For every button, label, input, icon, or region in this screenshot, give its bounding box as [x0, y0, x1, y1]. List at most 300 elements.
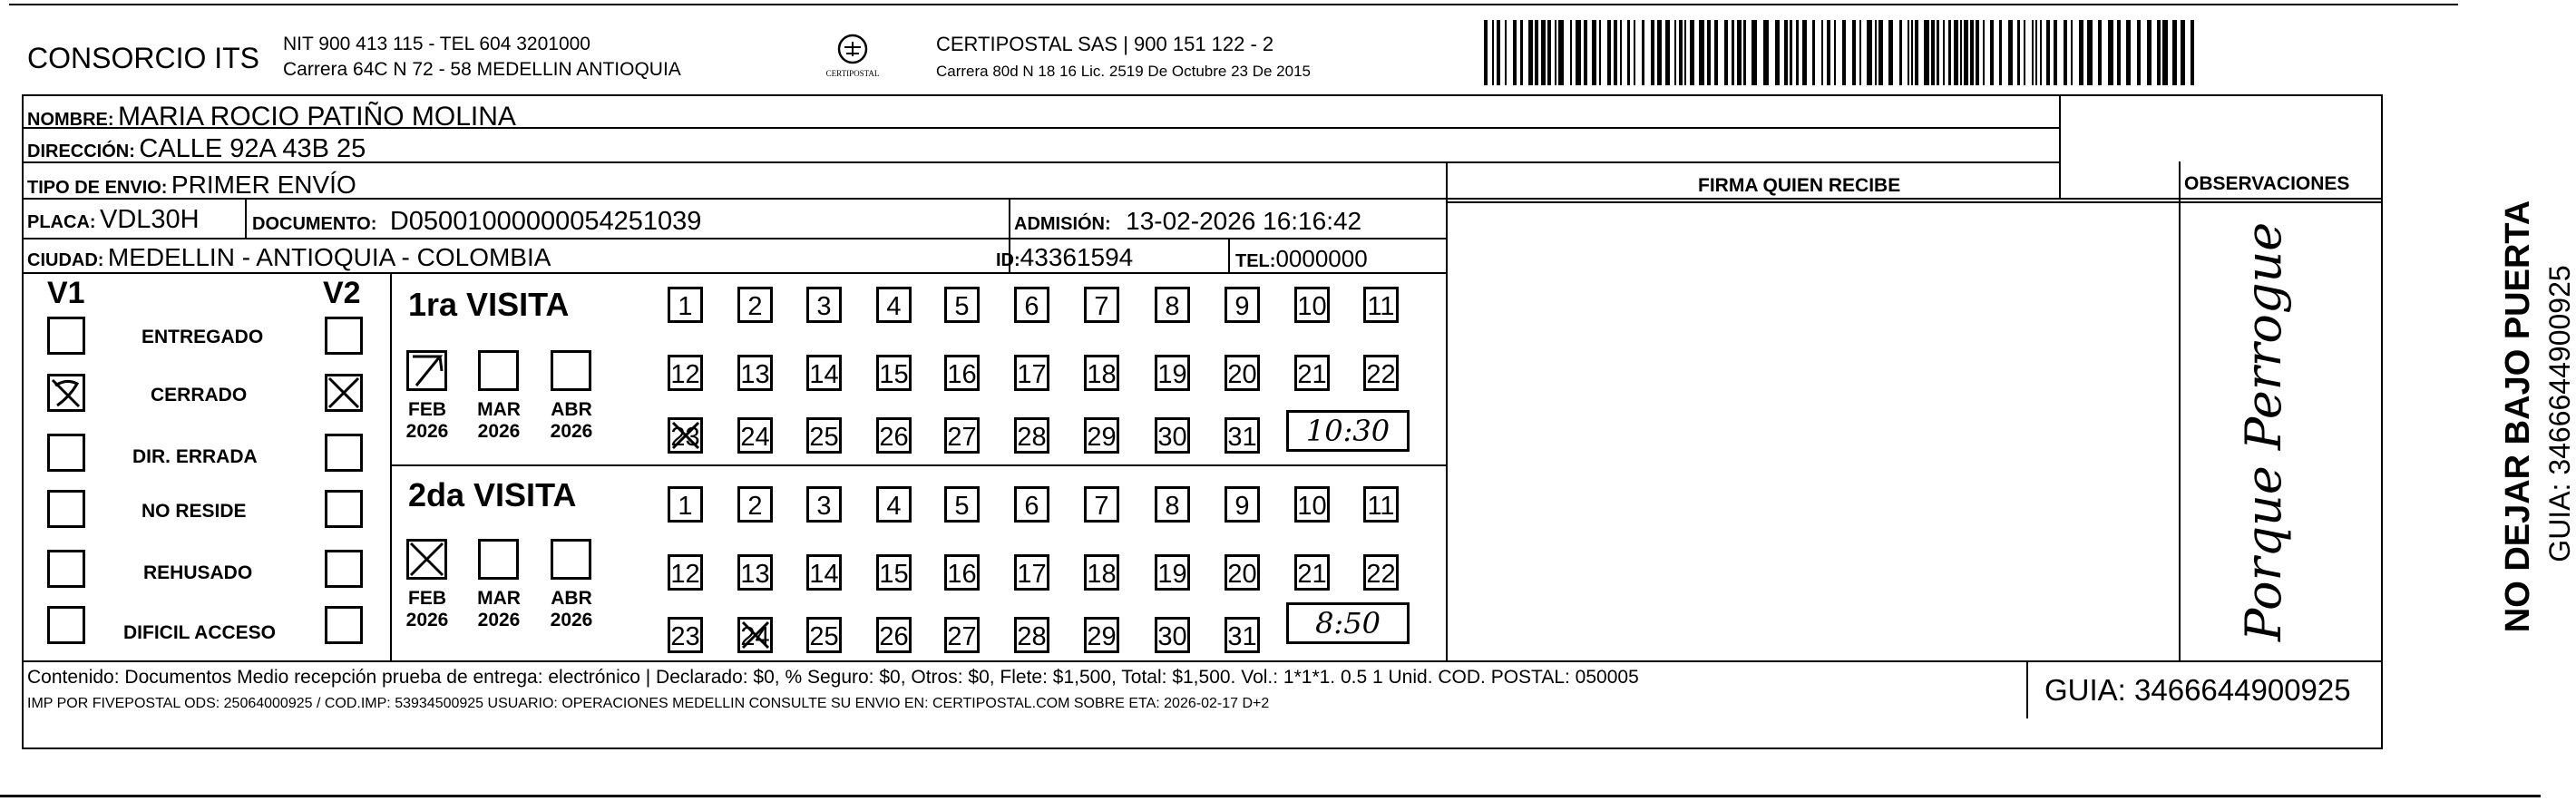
first-visit-day-16[interactable]: [944, 355, 980, 391]
first-visit-day-28[interactable]: [1014, 417, 1049, 454]
barcode-bar: [1999, 20, 2002, 85]
day-number: 18: [1087, 359, 1117, 389]
first-visit-day-11[interactable]: [1363, 287, 1399, 323]
day-number: 31: [1227, 422, 1257, 452]
second-visit-month-feb[interactable]: [406, 539, 447, 580]
first-visit-day-24[interactable]: [737, 417, 773, 454]
second-visit-day-12[interactable]: [668, 554, 703, 591]
v2-checkbox-rehusado[interactable]: [325, 550, 363, 588]
day-number: 31: [1227, 621, 1257, 651]
day-number: 7: [1094, 491, 1109, 521]
barcode-bar: [1954, 20, 1958, 85]
second-visit-day-15[interactable]: [876, 554, 912, 591]
first-visit-day-13[interactable]: [737, 355, 773, 391]
col-divider: [245, 198, 247, 238]
status-label-rehusado: REHUSADO: [143, 562, 253, 583]
second-visit-day-2[interactable]: [737, 486, 773, 523]
day-number: 8: [1165, 491, 1180, 521]
day-number: 8: [1165, 291, 1180, 321]
barcode-bar: [1899, 20, 1902, 85]
first-visit-day-31[interactable]: [1225, 417, 1260, 454]
first-visit-month-abr[interactable]: [551, 350, 591, 391]
barcode-bar: [1990, 20, 1994, 85]
row-divider: [22, 198, 2383, 200]
barcode-bar: [1915, 20, 1918, 85]
barcode-bar: [1827, 20, 1830, 85]
second-visit-day-20[interactable]: [1225, 554, 1260, 591]
barcode-bar: [1931, 20, 1935, 85]
first-visit-time[interactable]: 10:30: [1286, 410, 1410, 452]
barcode-bar: [1513, 20, 1517, 85]
barcode-bar: [1976, 20, 1979, 85]
day-number: 15: [879, 559, 909, 589]
second-visit-day-1[interactable]: [668, 486, 703, 523]
footer-guia: GUIA: 3466644900925: [2044, 673, 2351, 707]
barcode-bar: [1497, 20, 1500, 85]
day-number: 11: [1367, 291, 1395, 321]
carrier-line1: CERTIPOSTAL SAS | 900 151 122 - 2: [936, 33, 1274, 55]
day-number: 2: [747, 291, 763, 321]
barcode-bar: [2117, 20, 2121, 85]
day-number: 10: [1297, 291, 1327, 321]
tel-value: 0000000: [1275, 245, 1368, 272]
col-divider: [2026, 660, 2028, 718]
day-number: 4: [886, 491, 902, 521]
admision-label: ADMISIÓN:: [1014, 214, 1111, 234]
barcode-bar: [1743, 20, 1746, 85]
first-visit-day-29[interactable]: [1084, 417, 1119, 454]
certipostal-logo-icon: [821, 31, 884, 85]
day-number: 5: [954, 491, 970, 521]
barcode-bar: [1983, 20, 1985, 85]
second-visit-day-9[interactable]: [1225, 486, 1260, 523]
day-number: 1: [678, 491, 693, 521]
day-number: 19: [1157, 359, 1187, 389]
barcode-bar: [1620, 20, 1622, 85]
second-visit-day-25[interactable]: [806, 617, 842, 653]
barcode-bar: [2032, 20, 2034, 85]
first-visit-day-25[interactable]: [806, 417, 842, 454]
second-visit-day-26[interactable]: [876, 617, 912, 653]
barcode-bar: [1878, 20, 1883, 85]
company-info-line1: NIT 900 413 115 - TEL 604 3201000: [283, 34, 590, 54]
first-visit-day-12[interactable]: [668, 355, 703, 391]
barcode-bar: [2008, 20, 2013, 85]
day-number: 14: [809, 559, 839, 589]
documento-label: DOCUMENTO:: [252, 214, 377, 234]
barcode-bar: [1924, 20, 1929, 85]
day-number: 17: [1017, 559, 1047, 589]
barcode-bar: [2191, 20, 2194, 85]
barcode-bar: [1651, 20, 1654, 85]
day-number: 17: [1017, 359, 1047, 389]
day-number: 28: [1017, 422, 1047, 452]
day-number: 7: [1094, 291, 1109, 321]
first-visit-day-27[interactable]: [944, 417, 980, 454]
barcode-bar: [2147, 20, 2152, 85]
barcode-bar: [1684, 20, 1686, 85]
observaciones-handwriting: [2210, 221, 2355, 653]
observaciones-header: OBSERVACIONES: [2184, 173, 2350, 194]
id-value: 43361594: [1020, 243, 1134, 271]
col-divider: [2059, 94, 2061, 198]
certipostal-logo: [821, 31, 884, 85]
second-visit-day-21[interactable]: [1294, 554, 1330, 591]
company-name: CONSORCIO ITS: [27, 42, 260, 74]
row-divider: [22, 272, 1446, 274]
day-number: 16: [947, 559, 977, 589]
barcode-bar: [1541, 20, 1546, 85]
barcode-bar: [1576, 20, 1581, 85]
ciudad-label: CIUDAD:: [27, 250, 104, 270]
day-number: 23: [670, 422, 700, 452]
barcode: [1484, 20, 2200, 85]
barcode-bar: [1714, 20, 1718, 85]
day-number: 22: [1366, 359, 1396, 389]
second-visit-day-18[interactable]: [1084, 554, 1119, 591]
second-visit-day-5[interactable]: [944, 486, 980, 523]
waybill-frame: [22, 94, 2383, 749]
col-divider: [2179, 161, 2181, 660]
handwritten-note: Porque Perrogue: [2235, 221, 2292, 641]
first-visit-day-2[interactable]: [737, 287, 773, 323]
day-number: 27: [947, 621, 977, 651]
first-visit-day-15[interactable]: [876, 355, 912, 391]
tipo-value: PRIMER ENVÍO: [171, 171, 356, 199]
barcode-bar: [1634, 20, 1635, 85]
cut-line: [0, 795, 2541, 797]
barcode-bar: [2087, 20, 2093, 85]
first-visit-day-8[interactable]: [1155, 287, 1190, 323]
v1-checkbox-rehusado[interactable]: [47, 550, 85, 588]
carrier-line2: Carrera 80d N 18 16 Lic. 2519 De Octubre 23 De 2015: [936, 63, 1311, 80]
day-number: 20: [1227, 359, 1257, 389]
col-divider: [390, 272, 392, 660]
first-visit-title: 1ra VISITA: [408, 286, 570, 323]
day-number: 27: [947, 422, 977, 452]
barcode-bar: [2035, 20, 2037, 85]
barcode-bar: [2126, 20, 2131, 85]
second-visit-month-mar[interactable]: [478, 539, 519, 580]
barcode-bar: [1732, 20, 1734, 85]
day-number: 30: [1157, 621, 1187, 651]
tel-label: TEL:: [1235, 251, 1276, 271]
scan-edge-top: [9, 4, 2458, 5]
second-visit-month-label-feb: FEB 2026: [405, 588, 449, 631]
barcode-bar: [1775, 20, 1780, 85]
barcode-bar: [1592, 20, 1596, 85]
first-visit-day-4[interactable]: [876, 287, 912, 323]
day-number: 11: [1367, 491, 1395, 521]
day-number: 20: [1227, 559, 1257, 589]
visit-divider: [390, 464, 1446, 466]
v1-checkbox-cerrado[interactable]: [47, 374, 85, 412]
barcode-bar: [1943, 20, 1945, 85]
documento-value: D05001000000054251039: [389, 207, 702, 236]
first-visit-day-5[interactable]: [944, 287, 980, 323]
barcode-bar: [1599, 20, 1601, 85]
barcode-bar: [2181, 20, 2185, 85]
second-visit-day-31[interactable]: [1225, 617, 1260, 653]
day-number: 25: [809, 621, 839, 651]
v1-label: V1: [47, 276, 85, 310]
nombre-value: MARIA ROCIO PATIÑO MOLINA: [118, 102, 516, 132]
second-visit-month-label-abr: ABR 2026: [550, 588, 593, 631]
barcode-bar: [1948, 20, 1951, 85]
day-number: 22: [1366, 559, 1396, 589]
second-visit-day-23[interactable]: [668, 617, 703, 653]
day-number: 6: [1024, 291, 1039, 321]
first-visit-day-9[interactable]: [1225, 287, 1260, 323]
col-divider: [1228, 238, 1230, 272]
day-number: 29: [1087, 422, 1117, 452]
second-visit-day-28[interactable]: [1014, 617, 1049, 653]
barcode-bar: [2054, 20, 2057, 85]
barcode-bar: [1763, 20, 1769, 85]
day-number: 3: [816, 291, 832, 321]
first-visit-day-6[interactable]: [1014, 287, 1049, 323]
barcode-bar: [1528, 20, 1533, 85]
day-number: 15: [879, 359, 909, 389]
second-visit-day-4[interactable]: [876, 486, 912, 523]
admision-value: 13-02-2026 16:16:42: [1126, 207, 1362, 235]
barcode-bar: [1584, 20, 1587, 85]
barcode-bar: [1642, 20, 1644, 85]
second-visit-title: 2da VISITA: [408, 476, 577, 513]
barcode-bar: [1570, 20, 1572, 85]
barcode-bar: [2157, 20, 2161, 85]
first-visit-day-30[interactable]: [1155, 417, 1190, 454]
pen-check-mark-icon: [409, 353, 444, 388]
barcode-bar: [1751, 20, 1757, 85]
first-visit-day-23[interactable]: [668, 417, 703, 454]
row-divider: [22, 660, 2383, 662]
v2-label: V2: [323, 276, 361, 310]
barcode-bar: [1484, 20, 1488, 85]
barcode-bar: [1679, 20, 1683, 85]
second-visit-day-17[interactable]: [1014, 554, 1049, 591]
barcode-bar: [1558, 20, 1564, 85]
barcode-bar: [1842, 20, 1846, 85]
barcode-bar: [1535, 20, 1538, 85]
first-visit-month-label-abr: ABR 2026: [550, 399, 593, 443]
barcode-bar: [1724, 20, 1728, 85]
pen-check-mark-icon: [50, 376, 83, 409]
second-visit-day-13[interactable]: [737, 554, 773, 591]
first-visit-day-22[interactable]: [1363, 355, 1399, 391]
day-number: 26: [879, 621, 909, 651]
day-number: 26: [879, 422, 909, 452]
first-visit-month-mar[interactable]: [478, 350, 519, 391]
barcode-bar: [2079, 20, 2083, 85]
day-number: 5: [954, 291, 970, 321]
barcode-bar: [1657, 20, 1662, 85]
barcode-bar: [1627, 20, 1630, 85]
day-number: 18: [1087, 559, 1117, 589]
second-visit-day-10[interactable]: [1294, 486, 1330, 523]
second-visit-day-11[interactable]: [1363, 486, 1399, 523]
first-visit-day-10[interactable]: [1294, 287, 1330, 323]
side-guia: GUIA: 3466644900925: [2543, 265, 2576, 562]
barcode-bar: [1812, 20, 1815, 85]
first-visit-day-7[interactable]: [1084, 287, 1119, 323]
barcode-bar: [2040, 20, 2042, 85]
first-visit-day-20[interactable]: [1225, 355, 1260, 391]
second-visit-day-6[interactable]: [1014, 486, 1049, 523]
v1-checkbox-dir-errada[interactable]: [47, 434, 85, 472]
status-label-cerrado: CERRADO: [151, 385, 248, 406]
second-visit-day-24[interactable]: [737, 617, 773, 653]
barcode-bar: [1960, 20, 1962, 85]
first-visit-day-1[interactable]: [668, 287, 703, 323]
second-visit-day-7[interactable]: [1084, 486, 1119, 523]
first-visit-day-14[interactable]: [806, 355, 842, 391]
barcode-bar: [1908, 20, 1909, 85]
second-visit-day-14[interactable]: [806, 554, 842, 591]
side-warning: NO DEJAR BAJO PUERTA: [2499, 200, 2537, 633]
barcode-bar: [1859, 20, 1861, 85]
v1-checkbox-dificil-acceso[interactable]: [47, 606, 85, 644]
barcode-bar: [2098, 20, 2102, 85]
barcode-bar: [1665, 20, 1670, 85]
id-label: ID:: [996, 250, 1020, 270]
company-info-line2: Carrera 64C N 72 - 58 MEDELLIN ANTIOQUIA: [283, 59, 681, 80]
barcode-bar: [1964, 20, 1968, 85]
barcode-bar: [1699, 20, 1704, 85]
second-visit-day-30[interactable]: [1155, 617, 1190, 653]
day-number: 21: [1297, 359, 1327, 389]
firma-header: FIRMA QUIEN RECIBE: [1698, 175, 1901, 196]
day-number: 30: [1157, 422, 1187, 452]
second-visit-day-27[interactable]: [944, 617, 980, 653]
row-divider: [22, 238, 1446, 239]
barcode-bar: [1784, 20, 1788, 85]
day-number: 28: [1017, 621, 1047, 651]
day-number: 24: [740, 422, 770, 452]
day-number: 4: [886, 291, 902, 321]
day-number: 24: [740, 621, 770, 651]
barcode-bar: [1505, 20, 1507, 85]
day-number: 13: [740, 359, 770, 389]
day-number: 3: [816, 491, 832, 521]
barcode-bar: [1888, 20, 1893, 85]
nombre-label: NOMBRE:: [27, 110, 114, 130]
barcode-bar: [2162, 20, 2168, 85]
second-visit-time[interactable]: 8:50: [1286, 602, 1410, 644]
barcode-bar: [2024, 20, 2025, 85]
v2-checkbox-dificil-acceso[interactable]: [325, 606, 363, 644]
ciudad-value: MEDELLIN - ANTIOQUIA - COLOMBIA: [107, 243, 551, 271]
barcode-bar: [1937, 20, 1939, 85]
second-visit-month-abr[interactable]: [551, 539, 591, 580]
second-visit-day-8[interactable]: [1155, 486, 1190, 523]
status-label-entregado: ENTREGADO: [141, 327, 264, 347]
barcode-bar: [1821, 20, 1823, 85]
barcode-bar: [1970, 20, 1974, 85]
placa-value: VDL30H: [100, 205, 200, 234]
barcode-bar: [1614, 20, 1617, 85]
day-number: 10: [1297, 491, 1327, 521]
barcode-bar: [1547, 20, 1551, 85]
direccion-value: CALLE 92A 43B 25: [139, 134, 366, 163]
day-number: 16: [947, 359, 977, 389]
v2-checkbox-cerrado[interactable]: [325, 374, 363, 412]
day-number: 25: [809, 422, 839, 452]
v2-checkbox-dir-errada[interactable]: [325, 434, 363, 472]
day-number: 29: [1087, 621, 1117, 651]
barcode-bar: [1707, 20, 1711, 85]
day-number: 23: [670, 621, 700, 651]
barcode-bar: [1802, 20, 1807, 85]
barcode-bar: [1867, 20, 1872, 85]
barcode-bar: [1492, 20, 1494, 85]
pen-check-mark-icon: [670, 420, 701, 451]
first-visit-day-26[interactable]: [876, 417, 912, 454]
day-number: 9: [1234, 291, 1250, 321]
status-label-dificil-acceso: DIFICIL ACCESO: [123, 622, 277, 643]
x-mark-icon: [409, 542, 444, 577]
second-visit-month-label-mar: MAR 2026: [477, 588, 521, 631]
first-visit-month-label-mar: MAR 2026: [477, 399, 521, 443]
status-label-dir-errada: DIR. ERRADA: [132, 446, 258, 467]
x-mark-icon: [327, 376, 360, 409]
first-visit-day-18[interactable]: [1084, 355, 1119, 391]
second-visit-day-19[interactable]: [1155, 554, 1190, 591]
barcode-bar: [1911, 20, 1913, 85]
barcode-bar: [1520, 20, 1523, 85]
logo-text: CERTIPOSTAL: [825, 69, 880, 78]
first-visit-day-17[interactable]: [1014, 355, 1049, 391]
direccion-label: DIRECCIÓN:: [27, 142, 135, 161]
footer-print-line: IMP POR FIVEPOSTAL ODS: 25064000925 / COD.IMP: 53934500925 USUARIO: OPERACIONES MEDELLIN CONSULTE SU ENVIO EN: CERTIPOSTAL.COM SOBRE ETA: 2026-02-17 D+2: [27, 696, 1270, 711]
barcode-bar: [1674, 20, 1676, 85]
second-visit-day-22[interactable]: [1363, 554, 1399, 591]
day-number: 21: [1297, 559, 1327, 589]
day-number: 12: [670, 559, 700, 589]
day-number: 9: [1234, 491, 1250, 521]
v2-checkbox-no-reside[interactable]: [325, 490, 363, 528]
barcode-bar: [1875, 20, 1877, 85]
second-visit-day-29[interactable]: [1084, 617, 1119, 653]
col-divider: [1446, 161, 1448, 660]
v1-checkbox-entregado[interactable]: [47, 317, 85, 355]
first-visit-day-19[interactable]: [1155, 355, 1190, 391]
v2-checkbox-entregado[interactable]: [325, 317, 363, 355]
placa-label: PLACA:: [27, 212, 96, 232]
first-visit-day-3[interactable]: [806, 287, 842, 323]
barcode-bar: [1555, 20, 1556, 85]
day-number: 19: [1157, 559, 1187, 589]
barcode-bar: [2108, 20, 2113, 85]
first-visit-day-21[interactable]: [1294, 355, 1330, 391]
second-visit-day-3[interactable]: [806, 486, 842, 523]
barcode-bar: [1737, 20, 1742, 85]
day-number: 2: [747, 491, 763, 521]
day-number: 13: [740, 559, 770, 589]
sig-header-divider: [1448, 201, 2383, 203]
footer-content-line: Contenido: Documentos Medio recepción prueba de entrega: electrónico | Declarado: $0, % Seguro: $0, Otros: $0, Flete: $1,500, Total: $1,500. Vol.: 1*1*1. 0.5 1 Unid. COD. POSTAL: 050005: [27, 667, 1639, 688]
barcode-bar: [1834, 20, 1836, 85]
barcode-bar: [1690, 20, 1694, 85]
first-visit-month-feb[interactable]: [406, 350, 447, 391]
day-number: 14: [809, 359, 839, 389]
v1-checkbox-no-reside[interactable]: [47, 490, 85, 528]
barcode-bar: [2137, 20, 2141, 85]
barcode-bar: [2172, 20, 2177, 85]
day-number: 1: [678, 291, 693, 321]
second-visit-day-16[interactable]: [944, 554, 980, 591]
first-visit-month-label-feb: FEB 2026: [405, 399, 449, 443]
